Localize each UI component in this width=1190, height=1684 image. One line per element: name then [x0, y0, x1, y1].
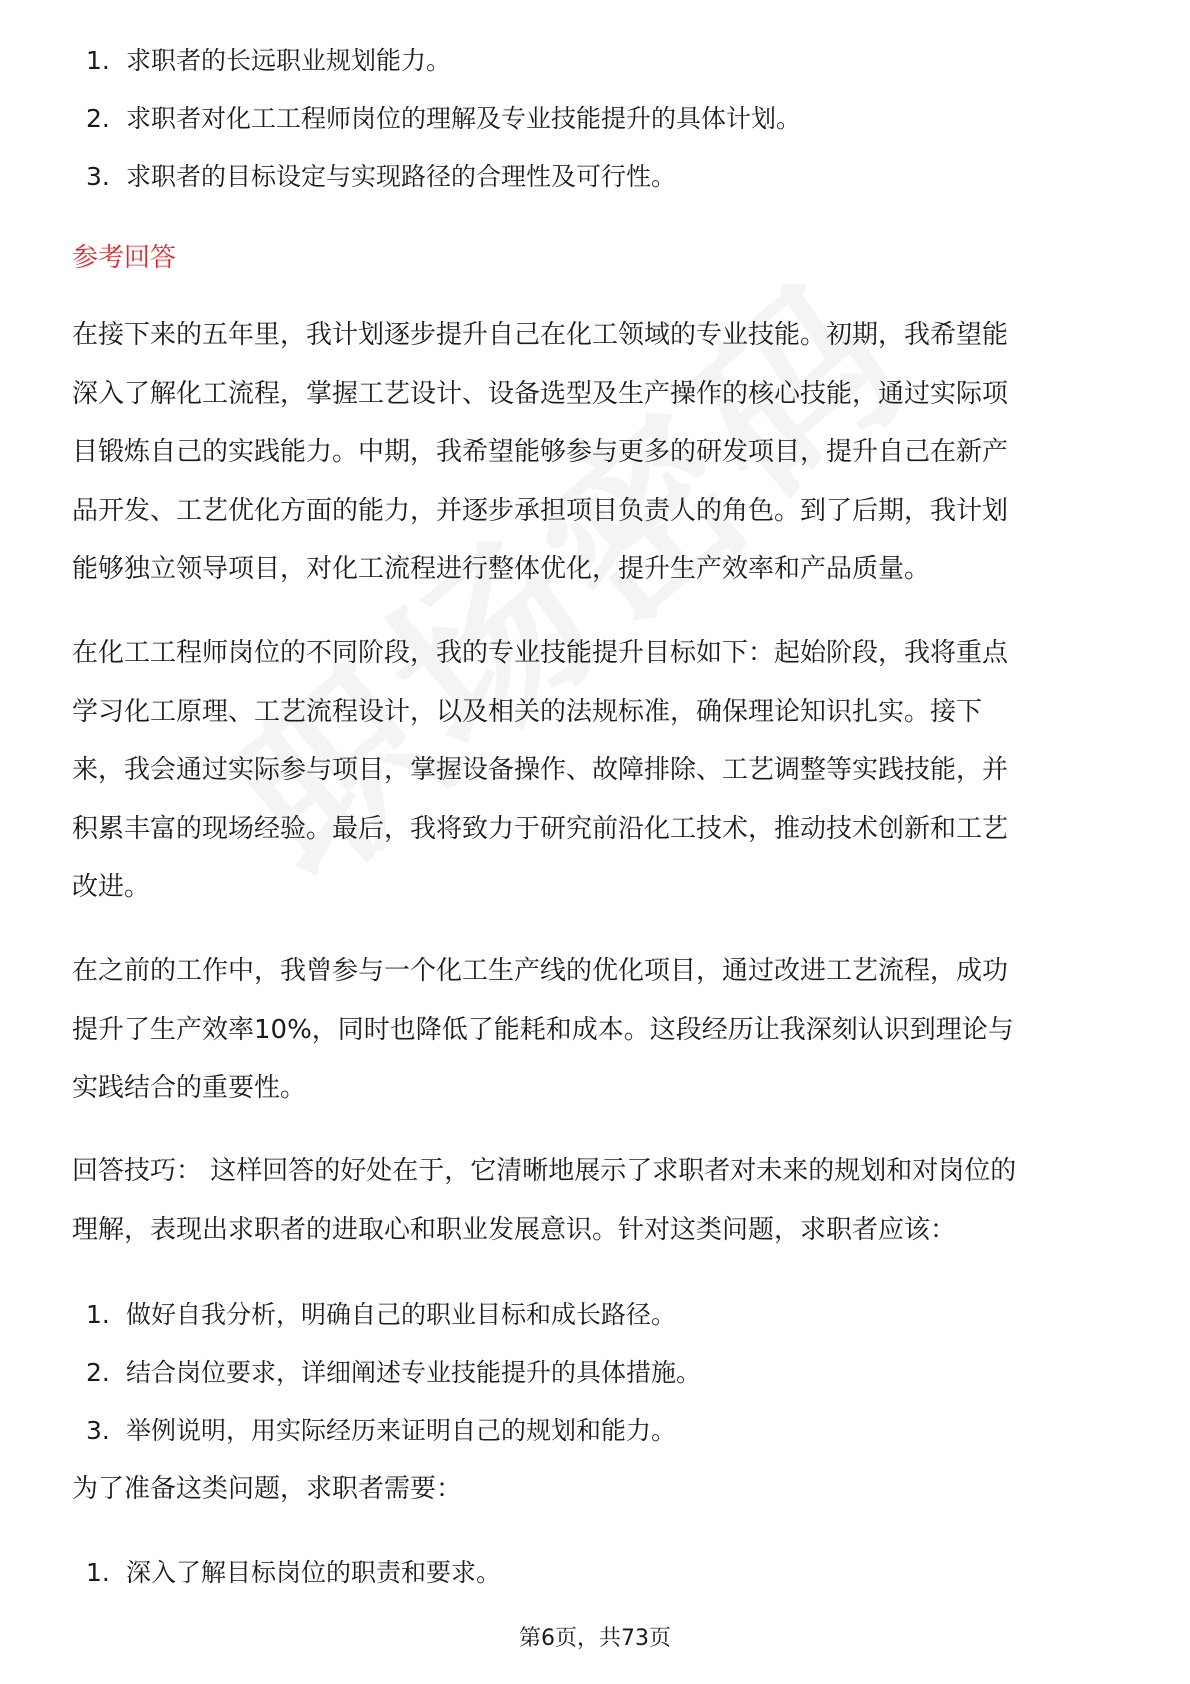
- text-line: 改进。: [72, 872, 151, 902]
- answer-paragraph-1: [72, 306, 1122, 599]
- list-item: [86, 148, 801, 206]
- text-line: 回答技巧： 这样回答的好处在于，它清晰地展示了求职者对未来的规划和对岗位的: [72, 1156, 1017, 1186]
- prep-intro: [72, 1460, 1122, 1519]
- list-number: 1.: [86, 1558, 110, 1587]
- text-line: 目锻炼自己的实践能力。中期，我希望能够参与更多的研发项目，提升自己在新产: [72, 437, 1009, 467]
- text-line: 品开发、工艺优化方面的能力，并逐步承担项目负责人的角色。到了后期，我计划: [72, 495, 1009, 526]
- text-line: 理解，表现出求职者的进取心和职业发展意识。针对这类问题，求职者应该：: [72, 1214, 957, 1245]
- text-line: 在化工工程师岗位的不同阶段，我的专业技能提升目标如下：起始阶段，我将重点: [72, 638, 1009, 668]
- text-line: 为了准备这类问题，求职者需要：: [72, 1474, 463, 1504]
- text-line: 能够独立领导项目，对化工流程进行整体优化，提升生产效率和产品质量。: [72, 554, 931, 584]
- text-line: 深入了解化工流程，掌握工艺设计、设备选型及生产操作的核心技能，通过实际项: [72, 378, 1009, 409]
- tips-paragraph: [72, 1142, 1122, 1259]
- list-number: 2.: [86, 104, 110, 133]
- list-item: [86, 32, 801, 90]
- list-item: [86, 90, 801, 148]
- list-text: 深入了解目标岗位的职责和要求。: [126, 1558, 502, 1587]
- list-text: 求职者对化工工程师岗位的理解及专业技能提升的具体计划。: [126, 104, 802, 133]
- answer-paragraph-3: [72, 942, 1122, 1118]
- list-item: [86, 1344, 701, 1402]
- list-text: 做好自我分析，明确自己的职业目标和成长路径。: [126, 1300, 677, 1329]
- section-heading: 参考回答: [72, 243, 177, 273]
- list-number: 2.: [86, 1358, 110, 1387]
- text-line: 提升了生产效率10%，同时也降低了能耗和成本。这段经历让我深刻认识到理论与: [72, 1014, 1014, 1045]
- list-number: 3.: [86, 1416, 110, 1445]
- page-footer: 第6页，共73页: [519, 1626, 671, 1651]
- text-line: 在之前的工作中，我曾参与一个化工生产线的优化项目，通过改进工艺流程，成功: [72, 956, 1009, 986]
- list-item: [86, 1544, 501, 1602]
- text-line: 在接下来的五年里，我计划逐步提升自己在化工领域的专业技能。初期，我希望能: [72, 320, 1009, 350]
- tips-list: [86, 1286, 701, 1460]
- criteria-list: [86, 32, 801, 206]
- list-text: 求职者的目标设定与实现路径的合理性及可行性。: [126, 162, 677, 191]
- text-line: 积累丰富的现场经验。最后，我将致力于研究前沿化工技术，推动技术创新和工艺: [72, 813, 1009, 844]
- prep-list: [86, 1544, 501, 1602]
- answer-paragraph-2: [72, 624, 1122, 917]
- text-line: 来，我会通过实际参与项目，掌握设备操作、故障排除、工艺调整等实践技能，并: [72, 755, 1009, 785]
- list-text: 求职者的长远职业规划能力。: [126, 46, 452, 75]
- list-text: 举例说明，用实际经历来证明自己的规划和能力。: [126, 1416, 677, 1445]
- list-item: [86, 1402, 701, 1460]
- text-line: 学习化工原理、工艺流程设计，以及相关的法规标准，确保理论知识扎实。接下: [72, 696, 983, 727]
- list-number: 1.: [86, 46, 110, 75]
- list-number: 3.: [86, 162, 110, 191]
- list-item: [86, 1286, 701, 1344]
- text-line: 实践结合的重要性。: [72, 1073, 307, 1103]
- list-text: 结合岗位要求，详细阐述专业技能提升的具体措施。: [126, 1358, 702, 1387]
- list-number: 1.: [86, 1300, 110, 1329]
